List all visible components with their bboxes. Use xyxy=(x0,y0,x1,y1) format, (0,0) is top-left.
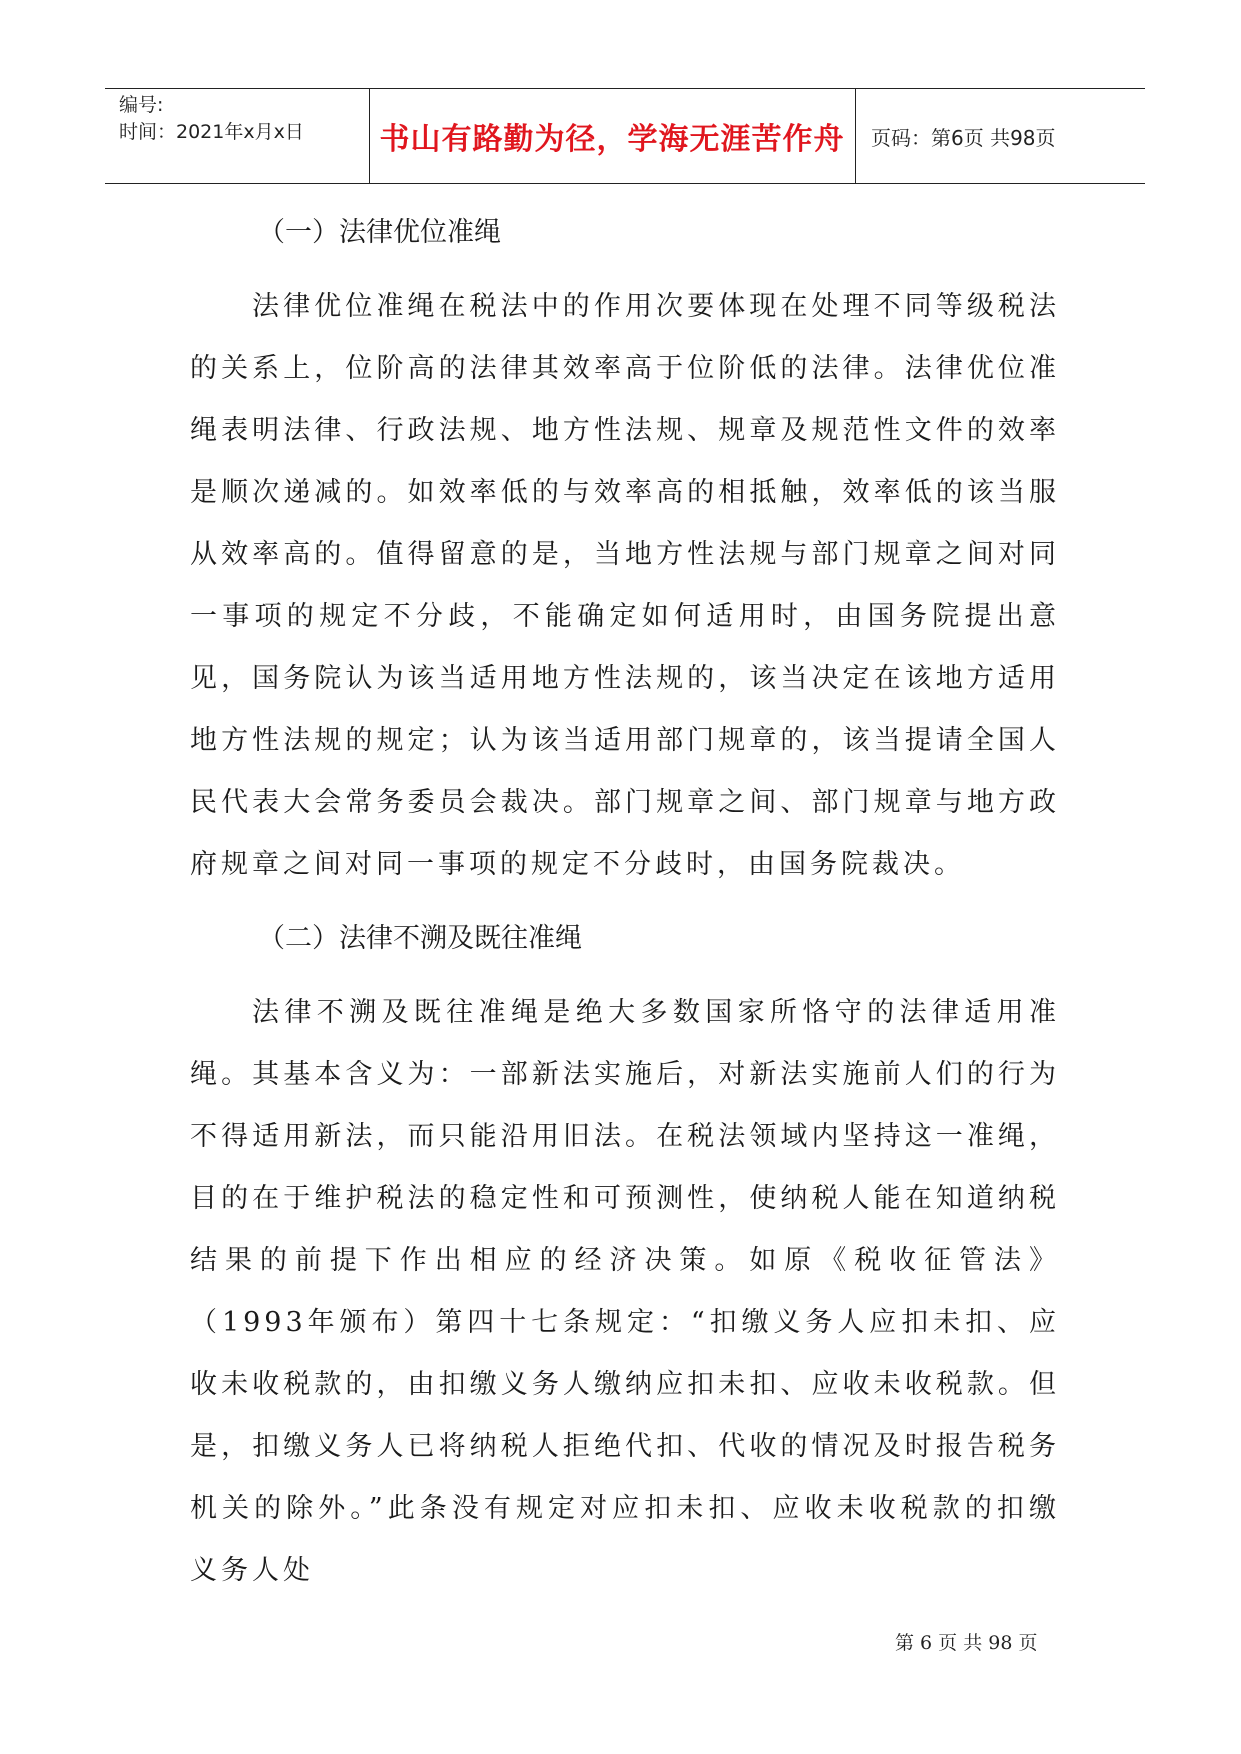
section-heading-1: （一）法律优位准绳 xyxy=(258,217,501,248)
header-meta xyxy=(119,92,304,146)
header-divider-right xyxy=(855,88,856,184)
document-time: 时间：2021年x月x日 xyxy=(119,121,304,143)
document-body xyxy=(190,202,1060,1614)
paragraph-2: 法律不溯及既往准绳是绝大多数国家所恪守的法律适用准绳。其基本含义为：一部新法实施后，对新法实施前人们的行为不得适用新法，而只能沿用旧法。在税法领域内坚持这一准绳，目的在于维护税法的稳定性和可预测性，使纳税人能在知道纳税结果的前提下作出相应的经济决策。如原《税收征管法》（1993年颁布）第四十七条规定：“扣缴义务人应扣未扣、应收未收税款的，由扣缴义务人缴纳应扣未扣、应收未收税款。但是，扣缴义务人已将纳税人拒绝代扣、代收的情况及时报告税务机关的除外。”此条没有规定对应扣未扣、应收未收税款的扣缴义务人处 xyxy=(190,997,1060,1586)
section-heading-2: （二）法律不溯及既往准绳 xyxy=(258,923,582,954)
page-header xyxy=(105,88,1145,185)
page-footer: 第 6 页 共 98 页 xyxy=(895,1632,1038,1654)
header-page-info: 页码：第6页 共98页 xyxy=(871,125,1056,150)
header-motto: 书山有路勤为径，学海无涯苦作舟 xyxy=(379,122,845,157)
document-number-label: 编号: xyxy=(119,94,164,116)
paragraph-1: 法律优位准绳在税法中的作用次要体现在处理不同等级税法的关系上，位阶高的法律其效率高于位阶低的法律。法律优位准绳表明法律、行政法规、地方性法规、规章及规范性文件的效率是顺次递减的。如效率低的与效率高的相抵触，效率低的该当服从效率高的。值得留意的是，当地方性法规与部门规章之间对同一事项的规定不分歧，不能确定如何适用时，由国务院提出意见，国务院认为该当适用地方性法规的，该当决定在该地方适用地方性法规的规定；认为该当适用部门规章的，该当提请全国人民代表大会常务委员会裁决。部门规章之间、部门规章与地方政府规章之间对同一事项的规定不分歧时，由国务院裁决。 xyxy=(190,291,1060,880)
